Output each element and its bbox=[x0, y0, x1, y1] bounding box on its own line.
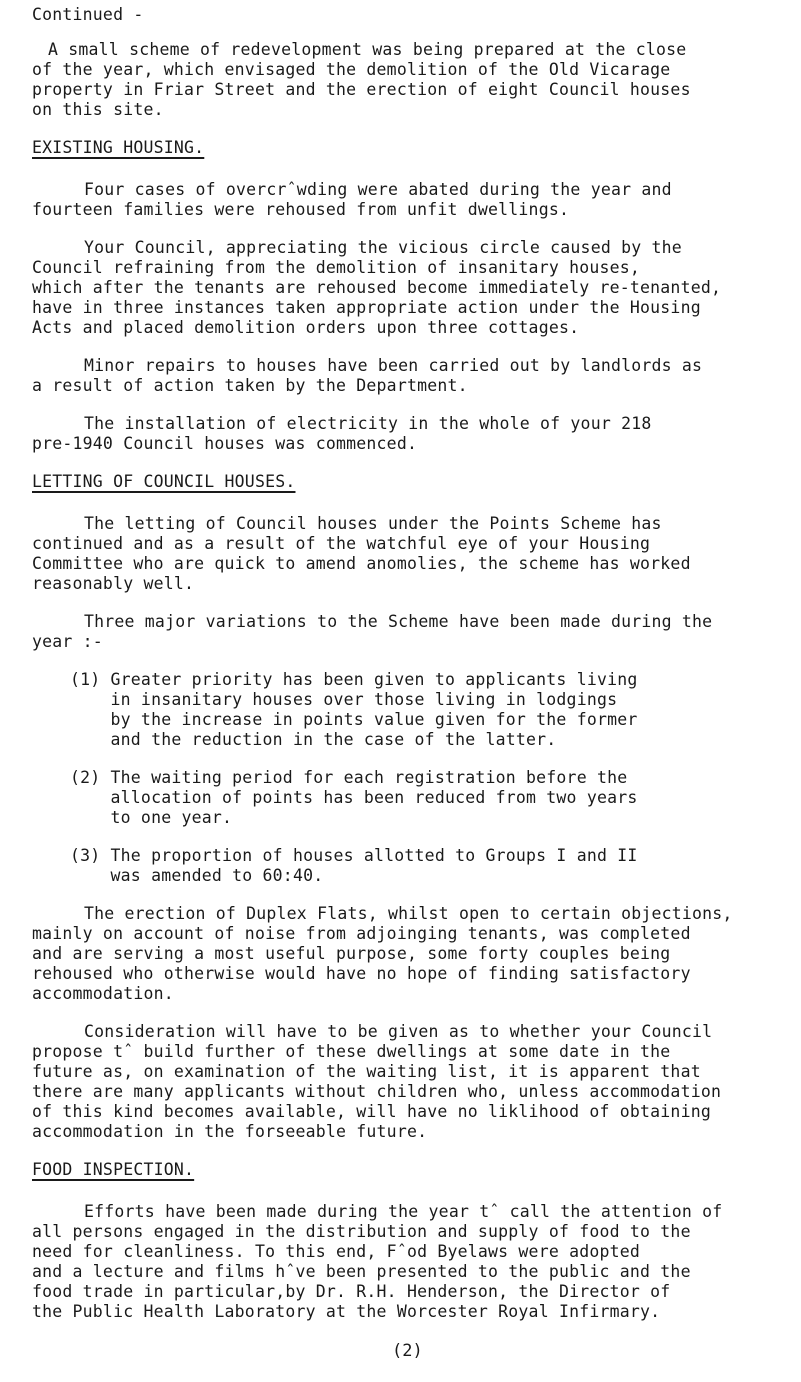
letting-p2-line-1: Three major variations to the Scheme have been made during the bbox=[84, 612, 713, 631]
intro-line-4: on this site. bbox=[32, 100, 164, 119]
letting-p4-line-5: of this kind becomes available, will have no liklihood of obtaining bbox=[32, 1102, 711, 1121]
letting-p4-line-1: Consideration will have to be given as to whether your Council bbox=[84, 1022, 713, 1041]
letting-p3-line-5: accommodation. bbox=[32, 984, 174, 1003]
existing-housing-p2-line-4: have in three instances taken appropriate action under the Housing bbox=[32, 298, 701, 317]
variation-2-line-2: allocation of points has been reduced from two years bbox=[70, 788, 638, 807]
intro-line-1: A small scheme of redevelopment was being prepared at the close bbox=[48, 40, 687, 59]
existing-housing-p2-line-5: Acts and placed demolition orders upon three cottages. bbox=[32, 318, 580, 337]
letting-p3-line-4: rehoused who otherwise would have no hope of finding satisfactory bbox=[32, 964, 691, 983]
letting-p3-line-2: mainly on account of noise from adjoinging tenants, was completed bbox=[32, 924, 691, 943]
food-p1-line-4: and a lecture and films hˆve been presented to the public and the bbox=[32, 1262, 691, 1281]
letting-p1-line-2: continued and as a result of the watchful eye of your Housing bbox=[32, 534, 651, 553]
existing-housing-heading: EXISTING HOUSING. bbox=[32, 138, 205, 157]
variation-2-line-1: (2) The waiting period for each registration before the bbox=[70, 768, 628, 787]
existing-housing-p1-line-1: Four cases of overcrˆwding were abated during the year and bbox=[84, 180, 672, 199]
continued-label: Continued - bbox=[32, 5, 144, 24]
intro-line-3: property in Friar Street and the erection of eight Council houses bbox=[32, 80, 691, 99]
variation-3-line-1: (3) The proportion of houses allotted to Groups I and II bbox=[70, 846, 638, 865]
variation-3-line-2: was amended to 60:40. bbox=[70, 866, 324, 885]
variation-1-line-4: and the reduction in the case of the latter. bbox=[70, 730, 557, 749]
existing-housing-p1-line-2: fourteen families were rehoused from unfit dwellings. bbox=[32, 200, 570, 219]
letting-p4-line-4: there are many applicants without children who, unless accommodation bbox=[32, 1082, 722, 1101]
food-inspection-heading: FOOD INSPECTION. bbox=[32, 1160, 195, 1179]
existing-housing-p4-line-2: pre-1940 Council houses was commenced. bbox=[32, 434, 418, 453]
intro-line-2: of the year, which envisaged the demolition of the Old Vicarage bbox=[32, 60, 671, 79]
food-p1-line-6: the Public Health Laboratory at the Worcester Royal Infirmary. bbox=[32, 1302, 661, 1321]
variation-1-line-2: in insanitary houses over those living in lodgings bbox=[70, 690, 618, 709]
letting-p2-line-2: year :- bbox=[32, 632, 103, 651]
food-p1-line-2: all persons engaged in the distribution and supply of food to the bbox=[32, 1222, 691, 1241]
page-number: (2) bbox=[392, 1341, 423, 1361]
food-p1-line-1: Efforts have been made during the year tˆ call the attention of bbox=[84, 1202, 723, 1221]
existing-housing-p2-line-1: Your Council, appreciating the vicious circle caused by the bbox=[84, 238, 682, 257]
food-p1-line-5: food trade in particular,by Dr. R.H. Henderson, the Director of bbox=[32, 1282, 671, 1301]
variation-1-line-3: by the increase in points value given for the former bbox=[70, 710, 638, 729]
variation-1-line-1: (1) Greater priority has been given to applicants living bbox=[70, 670, 638, 689]
letting-heading: LETTING OF COUNCIL HOUSES. bbox=[32, 472, 296, 491]
existing-housing-p3-line-1: Minor repairs to houses have been carried out by landlords as bbox=[84, 356, 703, 375]
existing-housing-p2-line-2: Council refraining from the demolition of insanitary houses, bbox=[32, 258, 641, 277]
letting-p1-line-4: reasonably well. bbox=[32, 574, 195, 593]
letting-p4-line-2: propose tˆ build further of these dwellings at some date in the bbox=[32, 1042, 671, 1061]
letting-p1-line-3: Committee who are quick to amend anomolies, the scheme has worked bbox=[32, 554, 691, 573]
letting-p4-line-3: future as, on examination of the waiting list, it is apparent that bbox=[32, 1062, 701, 1081]
existing-housing-p2-line-3: which after the tenants are rehoused become immediately re-tenanted, bbox=[32, 278, 722, 297]
variation-2-line-3: to one year. bbox=[70, 808, 233, 827]
existing-housing-p3-line-2: a result of action taken by the Department. bbox=[32, 376, 468, 395]
letting-p3-line-1: The erection of Duplex Flats, whilst open to certain objections, bbox=[84, 904, 733, 923]
letting-p4-line-6: accommodation in the forseeable future. bbox=[32, 1122, 428, 1141]
food-p1-line-3: need for cleanliness. To this end, Fˆod Byelaws were adopted bbox=[32, 1242, 641, 1261]
letting-p1-line-1: The letting of Council houses under the Points Scheme has bbox=[84, 514, 662, 533]
letting-p3-line-3: and are serving a most useful purpose, some forty couples being bbox=[32, 944, 671, 963]
existing-housing-p4-line-1: The installation of electricity in the whole of your 218 bbox=[84, 414, 652, 433]
